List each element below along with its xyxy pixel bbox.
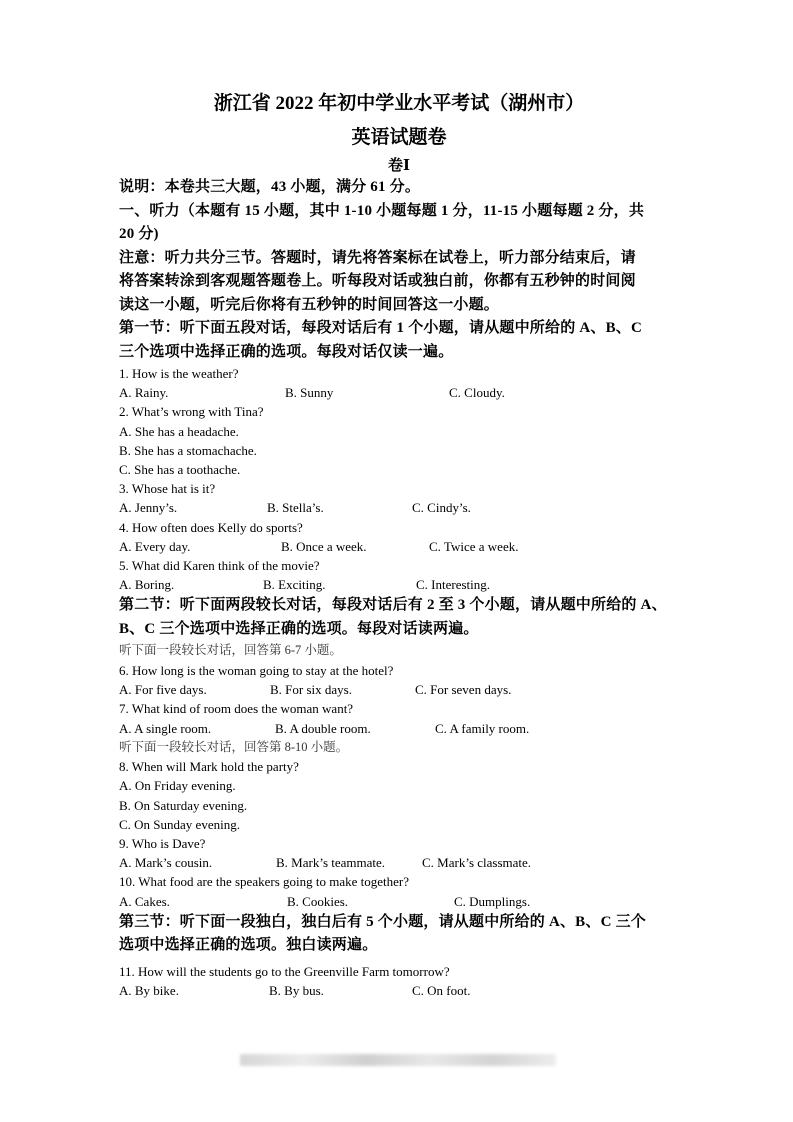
option-c: C. Twice a week. bbox=[429, 538, 519, 554]
option-a: A. On Friday evening. bbox=[119, 778, 236, 794]
exam-title: 浙江省 2022 年初中学业水平考试（湖州市） bbox=[213, 93, 585, 114]
option-a: A. By bike. bbox=[119, 983, 179, 999]
option-c: C. Dumplings. bbox=[454, 893, 531, 909]
question-9-options bbox=[119, 853, 679, 872]
option-a: A. Rainy. bbox=[119, 385, 169, 401]
exam-subtitle: 英语试题卷 bbox=[351, 127, 447, 148]
question-10-options bbox=[119, 892, 679, 911]
option-b: B. A double room. bbox=[275, 720, 371, 736]
question-11-options bbox=[119, 981, 679, 1000]
option-c: C. On Sunday evening. bbox=[119, 816, 240, 832]
section2-heading-line2: B、C 三个选项中选择正确的选项。每段对话读两遍。 bbox=[119, 620, 479, 637]
option-b: B. Sunny bbox=[285, 385, 334, 401]
option-a: A. Mark’s cousin. bbox=[119, 855, 213, 871]
option-a: A. Boring. bbox=[119, 577, 175, 593]
option-c: C. A family room. bbox=[435, 720, 530, 736]
option-a: A. Cakes. bbox=[119, 893, 170, 909]
section3-heading-line2: 选项中选择正确的选项。独白读两遍。 bbox=[119, 937, 378, 954]
option-a: A. She has a headache. bbox=[119, 423, 239, 439]
option-c: C. Interesting. bbox=[416, 577, 491, 593]
notice-line1: 注意：听力共分三节。答题时，请先将答案标在试卷上，听力部分结束后，请 bbox=[119, 249, 636, 266]
section1-heading-line2: 三个选项中选择正确的选项。每段对话仅读一遍。 bbox=[119, 343, 454, 360]
option-b: B. For six days. bbox=[270, 682, 352, 698]
exam-page bbox=[119, 92, 679, 1000]
option-a: A. Every day. bbox=[119, 538, 191, 554]
option-b: B. Exciting. bbox=[263, 577, 326, 593]
notice-line3: 读这一小题，听完后你将有五秒钟的时间回答这一小题。 bbox=[119, 296, 500, 313]
option-a: A. Jenny’s. bbox=[119, 500, 178, 516]
question-1-options bbox=[119, 383, 679, 402]
question-11-stem: 11. How will the students go to the Greenville Farm tomorrow? bbox=[119, 963, 450, 979]
dialogue-note-8-10: 听下面一段较长对话，回答第 8-10 小题。 bbox=[119, 739, 349, 754]
option-b: B. On Saturday evening. bbox=[119, 797, 248, 813]
notice-line2: 将答案转涂到客观题答题卷上。听每段对话或独白前，你都有五秒钟的时间阅 bbox=[119, 273, 636, 289]
part1-heading-line2: 20 分) bbox=[119, 226, 159, 242]
option-a: A. For five days. bbox=[119, 682, 207, 698]
option-c: C. For seven days. bbox=[415, 682, 512, 698]
option-c: C. Mark’s classmate. bbox=[422, 855, 532, 871]
question-2-stem: 2. What’s wrong with Tina? bbox=[119, 404, 264, 420]
question-6-stem: 6. How long is the woman going to stay at the hotel? bbox=[119, 662, 394, 678]
question-7-stem: 7. What kind of room does the woman want? bbox=[119, 701, 354, 717]
question-5-stem: 5. What did Karen think of the movie? bbox=[119, 558, 320, 574]
section2-heading-line1: 第二节：听下面两段较长对话，每段对话后有 2 至 3 个小题，请从题中所给的 A、 bbox=[119, 597, 667, 614]
option-b: B. Stella’s. bbox=[267, 500, 324, 516]
question-3-stem: 3. Whose hat is it? bbox=[119, 481, 216, 497]
volume-label: 卷Ⅰ bbox=[387, 158, 411, 174]
option-b: B. Cookies. bbox=[287, 893, 349, 909]
option-b: B. By bus. bbox=[269, 983, 324, 999]
option-c: C. Cindy’s. bbox=[412, 500, 471, 516]
question-9-stem: 9. Who is Dave? bbox=[119, 836, 206, 852]
option-b: B. She has a stomachache. bbox=[119, 442, 257, 458]
blurred-watermark bbox=[240, 1054, 556, 1066]
question-7-options bbox=[119, 719, 679, 738]
question-4-stem: 4. How often does Kelly do sports? bbox=[119, 519, 303, 535]
section3-heading-line1: 第三节：听下面一段独白，独白后有 5 个小题，请从题中所给的 A、B、C 三个 bbox=[119, 913, 646, 930]
option-b: B. Mark’s teammate. bbox=[276, 855, 386, 871]
question-5-options bbox=[119, 575, 679, 594]
question-8-stem: 8. When will Mark hold the party? bbox=[119, 759, 299, 775]
intro-text: 说明：本卷共三大题，43 小题，满分 61 分。 bbox=[119, 179, 421, 195]
section1-heading-line1: 第一节：听下面五段对话，每段对话后有 1 个小题，请从题中所给的 A、B、C bbox=[119, 320, 643, 336]
question-10-stem: 10. What food are the speakers going to make together? bbox=[119, 874, 409, 890]
option-a: A. A single room. bbox=[119, 720, 212, 736]
question-6-options bbox=[119, 680, 679, 699]
option-b: B. Once a week. bbox=[281, 538, 367, 554]
part1-heading-line1: 一、听力（本题有 15 小题，其中 1-10 小题每题 1 分，11-15 小题每题 2 分，共 bbox=[119, 202, 645, 219]
option-c: C. She has a toothache. bbox=[119, 462, 241, 478]
question-3-options bbox=[119, 498, 679, 517]
question-4-options bbox=[119, 537, 679, 556]
option-c: C. Cloudy. bbox=[449, 385, 505, 401]
option-c: C. On foot. bbox=[412, 983, 471, 999]
dialogue-note-6-7: 听下面一段较长对话，回答第 6-7 小题。 bbox=[119, 643, 342, 658]
question-1-stem: 1. How is the weather? bbox=[119, 366, 239, 381]
